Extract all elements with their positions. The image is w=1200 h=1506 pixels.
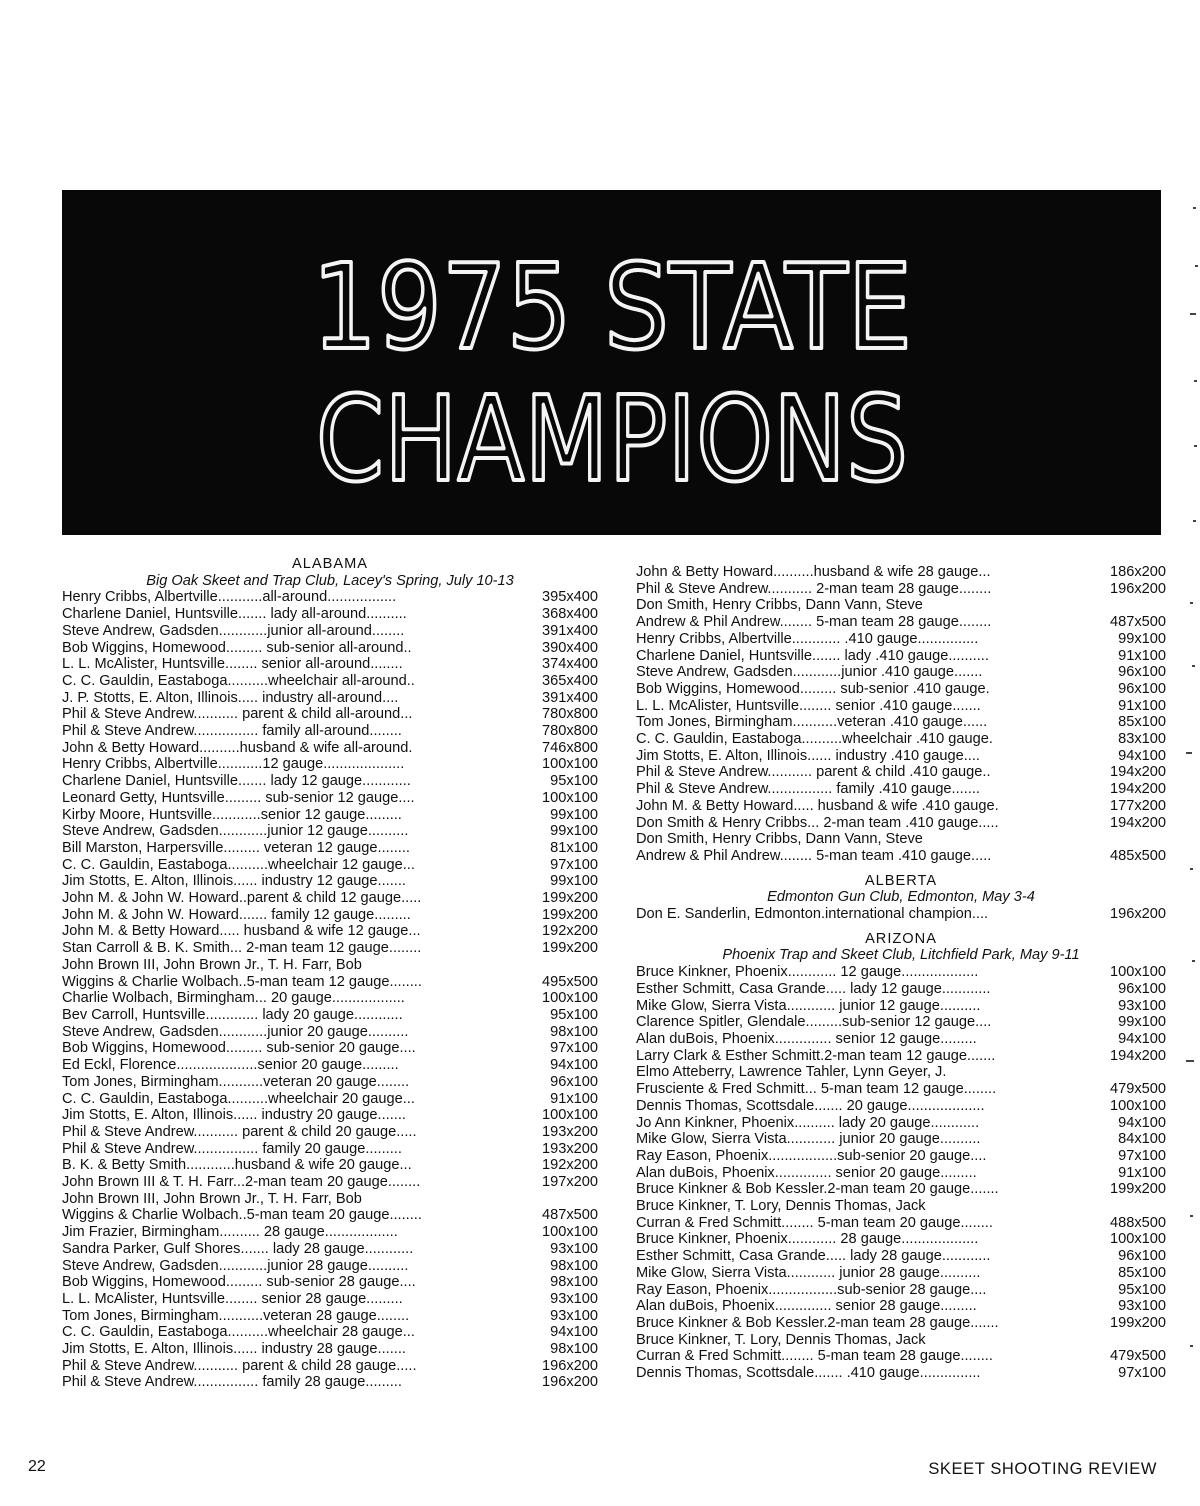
champion-score: 192x200 xyxy=(542,923,598,940)
champion-row xyxy=(636,581,1166,598)
champion-row xyxy=(636,748,1166,765)
champion-score: 94x100 xyxy=(1118,747,1166,764)
champion-entry: Bruce Kinkner, Phoenix............ 28 gauge................... xyxy=(636,1231,979,1248)
left-column xyxy=(62,556,598,1391)
champion-entry: Jim Frazier, Birmingham.......... 28 gauge.................. xyxy=(62,1224,398,1241)
champion-entry: Dennis Thomas, Scottsdale....... .410 gauge............... xyxy=(636,1365,981,1382)
champion-row xyxy=(62,1157,598,1174)
champion-score: 196x200 xyxy=(1110,906,1166,923)
champion-score: 374x400 xyxy=(542,656,598,673)
champion-score: 199x200 xyxy=(542,890,598,907)
champion-score: 746x800 xyxy=(542,739,598,756)
champion-entry: Henry Cribbs, Albertville...........all-around................. xyxy=(62,589,397,606)
champion-entry: Leonard Getty, Huntsville......... sub-senior 12 gauge.... xyxy=(62,789,415,806)
champion-entry: Stan Carroll & B. K. Smith... 2-man team 12 gauge........ xyxy=(62,940,422,957)
champion-entry: John & Betty Howard..........husband & wife all-around. xyxy=(62,739,413,756)
champion-score: 194x200 xyxy=(1110,781,1166,798)
champion-entry: Henry Cribbs, Albertville............ .410 gauge............... xyxy=(636,630,979,647)
champion-row xyxy=(636,998,1166,1015)
champion-row xyxy=(62,623,598,640)
champion-row xyxy=(62,773,598,790)
champion-score: 365x400 xyxy=(542,672,598,689)
champion-row xyxy=(62,1124,598,1141)
champion-score: 93x100 xyxy=(1118,1298,1166,1315)
champion-score: 196x200 xyxy=(1110,580,1166,597)
champion-row xyxy=(62,1074,598,1091)
title-banner xyxy=(62,190,1161,535)
champion-entry: Bruce Kinkner, Phoenix............ 12 gauge................... xyxy=(636,964,979,981)
publication-title: SKEET SHOOTING REVIEW xyxy=(928,1460,1157,1478)
champion-entry: Charlene Daniel, Huntsville....... lady .410 gauge.......... xyxy=(636,647,989,664)
section-spacer xyxy=(636,923,1166,931)
champion-score: 91x100 xyxy=(1118,647,1166,664)
champion-score: 196x200 xyxy=(542,1374,598,1391)
scan-mark xyxy=(1192,960,1195,962)
champion-entry: Steve Andrew, Gadsden............junior 12 gauge.......... xyxy=(62,823,409,840)
champion-score: 96x100 xyxy=(550,1073,598,1090)
champion-entry: John & Betty Howard..........husband & wife 28 gauge... xyxy=(636,564,991,580)
team-members-line: John Brown III, John Brown Jr., T. H. Farr, Bob xyxy=(62,956,362,973)
champion-score: 197x200 xyxy=(542,1174,598,1191)
champion-entry: John M. & John W. Howard....... family 12 gauge......... xyxy=(62,906,411,923)
champion-score: 199x200 xyxy=(542,940,598,957)
champion-score: 99x100 xyxy=(1118,630,1166,647)
champion-row xyxy=(636,1348,1166,1365)
scan-mark xyxy=(1193,520,1196,522)
champion-score: 391x400 xyxy=(542,689,598,706)
champion-entry: Mike Glow, Sierra Vista............ junior 28 gauge.......... xyxy=(636,1264,981,1281)
club-location: Phoenix Trap and Skeet Club, Litchfield Park, May 9-11 xyxy=(722,947,1080,964)
champion-score: 94x100 xyxy=(1118,1030,1166,1047)
champion-score: 100x100 xyxy=(542,789,598,806)
champion-score: 93x100 xyxy=(550,1240,598,1257)
champion-entry: Phil & Steve Andrew................ family 20 gauge......... xyxy=(62,1140,402,1157)
champion-score: 100x100 xyxy=(1110,1097,1166,1114)
champion-row xyxy=(62,1308,598,1325)
champion-row xyxy=(62,1091,598,1108)
champion-entry: Clarence Spitler, Glendale.........sub-senior 12 gauge.... xyxy=(636,1014,992,1031)
scan-mark xyxy=(1190,1345,1193,1347)
champion-row xyxy=(62,974,598,991)
champion-entry: Charlie Wolbach, Birmingham... 20 gauge.................. xyxy=(62,990,405,1007)
champion-row xyxy=(62,1024,598,1041)
champion-entry: John M. & Betty Howard..... husband & wife 12 gauge... xyxy=(62,923,421,940)
champion-row xyxy=(62,1174,598,1191)
champion-score: 91x100 xyxy=(550,1090,598,1107)
champion-row xyxy=(636,1215,1166,1232)
champion-score: 192x200 xyxy=(542,1157,598,1174)
champion-entry: Jo Ann Kinkner, Phoenix.......... lady 20 gauge............ xyxy=(636,1114,980,1131)
scan-mark xyxy=(1190,1215,1193,1217)
champion-row xyxy=(62,923,598,940)
champion-entry: Phil & Steve Andrew................ family 28 gauge......... xyxy=(62,1374,402,1391)
champion-row xyxy=(636,1098,1166,1115)
champion-entry: Phil & Steve Andrew........... parent & child 20 gauge..... xyxy=(62,1123,417,1140)
champion-entry: John M. & Betty Howard..... husband & wife .410 gauge. xyxy=(636,797,999,814)
champion-score: 93x100 xyxy=(1118,997,1166,1014)
champion-score: 194x200 xyxy=(1110,764,1166,781)
champion-entry: Bob Wiggins, Homewood......... sub-senior 28 gauge.... xyxy=(62,1274,416,1291)
champion-entry: Dennis Thomas, Scottsdale....... 20 gauge................... xyxy=(636,1097,985,1114)
champion-row xyxy=(62,1341,598,1358)
champion-entry: Ed Eckl, Florence....................senior 20 gauge......... xyxy=(62,1057,399,1074)
champion-score: 100x100 xyxy=(542,1107,598,1124)
champion-entry: C. C. Gauldin, Eastaboga..........wheelchair 12 gauge... xyxy=(62,856,415,873)
champion-row xyxy=(636,1014,1166,1031)
champion-score: 199x200 xyxy=(1110,1314,1166,1331)
champion-entry: Wiggins & Charlie Wolbach..5-man team 12 gauge........ xyxy=(62,973,422,990)
champion-entry: Jim Stotts, E. Alton, Illinois...... industry 12 gauge....... xyxy=(62,873,406,890)
champion-score: 95x100 xyxy=(550,773,598,790)
champion-entry: Kirby Moore, Huntsville............senior 12 gauge......... xyxy=(62,806,402,823)
champion-row xyxy=(62,890,598,907)
champion-score: 94x100 xyxy=(550,1057,598,1074)
champion-row xyxy=(62,857,598,874)
section-spacer xyxy=(636,865,1166,873)
champion-score: 95x100 xyxy=(550,1006,598,1023)
champion-entry: Phil & Steve Andrew........... parent & child 28 gauge..... xyxy=(62,1357,417,1374)
champion-row xyxy=(636,1231,1166,1248)
champion-entry: Tom Jones, Birmingham...........veteran 28 gauge........ xyxy=(62,1307,410,1324)
champion-row xyxy=(636,631,1166,648)
champion-row xyxy=(636,1365,1166,1382)
champion-entry: Steve Andrew, Gadsden............junior 20 gauge.......... xyxy=(62,1023,409,1040)
champion-row xyxy=(62,1274,598,1291)
team-members-line: Don Smith, Henry Cribbs, Dann Vann, Steve xyxy=(636,597,923,614)
champion-entry: Sandra Parker, Gulf Shores....... lady 28 gauge............ xyxy=(62,1240,414,1257)
champion-entry: L. L. McAlister, Huntsville........ senior 28 gauge......... xyxy=(62,1290,403,1307)
champion-row xyxy=(62,690,598,707)
champion-score: 485x500 xyxy=(1110,847,1166,864)
page-number: 22 xyxy=(28,1458,46,1475)
champion-score: 81x100 xyxy=(550,839,598,856)
champion-row xyxy=(636,1081,1166,1098)
champion-score: 780x800 xyxy=(542,723,598,740)
champion-entry: C. C. Gauldin, Eastaboga..........wheelchair .410 gauge. xyxy=(636,731,993,748)
champion-entry: L. L. McAlister, Huntsville........ senior .410 gauge....... xyxy=(636,697,981,714)
champion-entry: Charlene Daniel, Huntsville....... lady 12 gauge............ xyxy=(62,773,411,790)
scan-mark xyxy=(1190,868,1193,870)
champion-entry: Bob Wiggins, Homewood......... sub-senior 20 gauge.... xyxy=(62,1040,416,1057)
champion-entry: C. C. Gauldin, Eastaboga..........wheelchair all-around.. xyxy=(62,672,415,689)
state-heading: ALABAMA xyxy=(292,556,368,572)
champion-entry: C. C. Gauldin, Eastaboga..........wheelchair 28 gauge... xyxy=(62,1324,415,1341)
champion-entry: Andrew & Phil Andrew........ 5-man team 28 gauge........ xyxy=(636,614,992,631)
team-members-line: Bruce Kinkner, T. Lory, Dennis Thomas, Jack xyxy=(636,1198,926,1215)
champion-row xyxy=(62,790,598,807)
champion-row xyxy=(62,1007,598,1024)
champion-row xyxy=(62,823,598,840)
champion-score: 96x100 xyxy=(1118,1248,1166,1265)
champion-entry: John Brown III & T. H. Farr...2-man team 20 gauge........ xyxy=(62,1174,421,1191)
champion-score: 99x100 xyxy=(550,823,598,840)
champion-row xyxy=(62,990,598,1007)
club-location: Edmonton Gun Club, Edmonton, May 3-4 xyxy=(767,889,1035,906)
champion-entry: Bev Carroll, Huntsville............. lady 20 gauge............ xyxy=(62,1006,403,1023)
champion-score: 85x100 xyxy=(1118,714,1166,731)
champion-score: 100x100 xyxy=(1110,964,1166,981)
champion-score: 495x500 xyxy=(542,973,598,990)
champion-score: 487x500 xyxy=(542,1207,598,1224)
champion-row xyxy=(62,673,598,690)
scan-mark xyxy=(1192,665,1195,667)
champion-entry: Phil & Steve Andrew................ family all-around........ xyxy=(62,723,402,740)
champion-score: 186x200 xyxy=(1110,564,1166,580)
champion-entry: Curran & Fred Schmitt........ 5-man team 20 gauge........ xyxy=(636,1214,993,1231)
champion-score: 487x500 xyxy=(1110,614,1166,631)
champion-row xyxy=(636,964,1166,981)
champion-score: 100x100 xyxy=(542,1224,598,1241)
champion-row xyxy=(636,1265,1166,1282)
champion-row xyxy=(636,714,1166,731)
team-members-line: John Brown III, John Brown Jr., T. H. Farr, Bob xyxy=(62,1190,362,1207)
champion-score: 99x100 xyxy=(550,873,598,890)
title-line-1: 1975 STATE xyxy=(312,238,912,376)
champion-score: 98x100 xyxy=(550,1257,598,1274)
champion-score: 780x800 xyxy=(542,706,598,723)
champion-row xyxy=(636,906,1166,923)
champion-score: 100x100 xyxy=(1110,1231,1166,1248)
champion-row xyxy=(636,1115,1166,1132)
champion-entry: Steve Andrew, Gadsden............junior all-around........ xyxy=(62,622,405,639)
champion-row xyxy=(62,756,598,773)
champion-entry: Jim Stotts, E. Alton, Illinois...... industry 28 gauge....... xyxy=(62,1341,406,1358)
champion-row xyxy=(636,815,1166,832)
champion-score: 97x100 xyxy=(1118,1147,1166,1164)
champion-score: 97x100 xyxy=(550,856,598,873)
champion-score: 100x100 xyxy=(542,990,598,1007)
champion-score: 97x100 xyxy=(550,1040,598,1057)
title-line-2: CHAMPIONS xyxy=(316,370,908,508)
champion-entry: Phil & Steve Andrew........... 2-man team 28 gauge........ xyxy=(636,580,992,597)
champion-score: 91x100 xyxy=(1118,697,1166,714)
champion-row xyxy=(62,1207,598,1224)
champion-entry: Curran & Fred Schmitt........ 5-man team 28 gauge........ xyxy=(636,1348,993,1365)
champion-row xyxy=(636,1181,1166,1198)
champion-entry: Tom Jones, Birmingham...........veteran 20 gauge........ xyxy=(62,1073,410,1090)
champion-row xyxy=(62,589,598,606)
champion-row xyxy=(636,1048,1166,1065)
champion-row xyxy=(636,1165,1166,1182)
champion-score: 199x200 xyxy=(542,906,598,923)
champion-score: 93x100 xyxy=(550,1307,598,1324)
champion-score: 177x200 xyxy=(1110,797,1166,814)
champion-score: 97x100 xyxy=(1118,1365,1166,1382)
champion-score: 479x500 xyxy=(1110,1348,1166,1365)
champion-score: 95x100 xyxy=(1118,1281,1166,1298)
champion-score: 395x400 xyxy=(542,589,598,606)
champion-row xyxy=(636,731,1166,748)
champion-row xyxy=(62,656,598,673)
champion-row xyxy=(62,873,598,890)
champion-entry: Ray Eason, Phoenix.................sub-senior 20 gauge.... xyxy=(636,1147,987,1164)
champion-entry: L. L. McAlister, Huntsville........ senior all-around........ xyxy=(62,656,403,673)
champion-entry: Phil & Steve Andrew................ family .410 gauge....... xyxy=(636,781,980,798)
champion-score: 94x100 xyxy=(1118,1114,1166,1131)
champion-score: 193x200 xyxy=(542,1140,598,1157)
champion-score: 196x200 xyxy=(542,1357,598,1374)
champion-entry: Esther Schmitt, Casa Grande..... lady 12 gauge............ xyxy=(636,980,991,997)
champion-row xyxy=(62,840,598,857)
champion-row xyxy=(636,798,1166,815)
champion-entry: C. C. Gauldin, Eastaboga..........wheelchair 20 gauge... xyxy=(62,1090,415,1107)
champion-score: 199x200 xyxy=(1110,1181,1166,1198)
champion-row xyxy=(636,614,1166,631)
champion-entry: Bruce Kinkner & Bob Kessler.2-man team 20 gauge....... xyxy=(636,1181,999,1198)
scan-mark xyxy=(1194,445,1197,447)
scan-mark xyxy=(1190,313,1196,315)
champion-score: 99x100 xyxy=(1118,1014,1166,1031)
champion-entry: Mike Glow, Sierra Vista............ junior 20 gauge.......... xyxy=(636,1131,981,1148)
champion-score: 93x100 xyxy=(550,1290,598,1307)
champion-row xyxy=(62,740,598,757)
champion-row xyxy=(636,1315,1166,1332)
champion-score: 194x200 xyxy=(1110,1047,1166,1064)
champion-row xyxy=(636,1148,1166,1165)
champion-entry: Jim Stotts, E. Alton, Illinois...... industry .410 gauge.... xyxy=(636,747,980,764)
champion-score: 84x100 xyxy=(1118,1131,1166,1148)
champion-entry: Charlene Daniel, Huntsville....... lady all-around.......... xyxy=(62,606,407,623)
scan-mark xyxy=(1195,265,1198,267)
champion-row xyxy=(62,1107,598,1124)
champion-entry: Andrew & Phil Andrew........ 5-man team .410 gauge..... xyxy=(636,847,992,864)
champion-entry: John M. & John W. Howard..parent & child 12 gauge..... xyxy=(62,890,422,907)
champion-entry: Ray Eason, Phoenix.................sub-senior 28 gauge.... xyxy=(636,1281,987,1298)
champion-row xyxy=(636,1031,1166,1048)
champion-row xyxy=(62,723,598,740)
champion-score: 96x100 xyxy=(1118,664,1166,681)
champion-row xyxy=(62,640,598,657)
champion-row xyxy=(62,1291,598,1308)
champion-row xyxy=(62,1224,598,1241)
champion-row xyxy=(62,1374,598,1391)
champion-row xyxy=(62,1258,598,1275)
right-column xyxy=(636,564,1166,1382)
champion-entry: Bruce Kinkner & Bob Kessler.2-man team 28 gauge....... xyxy=(636,1314,999,1331)
champion-row xyxy=(636,1282,1166,1299)
champion-entry: Don E. Sanderlin, Edmonton.international champion.... xyxy=(636,906,989,923)
champion-score: 83x100 xyxy=(1118,731,1166,748)
champion-entry: Bob Wiggins, Homewood......... sub-senior .410 gauge. xyxy=(636,680,990,697)
champion-score: 194x200 xyxy=(1110,814,1166,831)
champion-entry: Jim Stotts, E. Alton, Illinois...... industry 20 gauge....... xyxy=(62,1107,406,1124)
champion-row xyxy=(636,848,1166,865)
champion-score: 390x400 xyxy=(542,639,598,656)
champion-entry: Bob Wiggins, Homewood......... sub-senior all-around.. xyxy=(62,639,412,656)
scan-mark xyxy=(1190,602,1193,604)
scan-mark xyxy=(1186,752,1192,754)
champion-row xyxy=(636,648,1166,665)
champion-score: 193x200 xyxy=(542,1123,598,1140)
champion-row xyxy=(62,1358,598,1375)
champion-entry: Steve Andrew, Gadsden............junior .410 gauge....... xyxy=(636,664,983,681)
state-heading: ARIZONA xyxy=(865,930,937,947)
champion-entry: Don Smith & Henry Cribbs... 2-man team .410 gauge..... xyxy=(636,814,999,831)
champion-row xyxy=(62,1324,598,1341)
champion-score: 488x500 xyxy=(1110,1214,1166,1231)
team-members-line: Elmo Atteberry, Lawrence Tahler, Lynn Geyer, J. xyxy=(636,1064,947,1081)
champion-entry: Alan duBois, Phoenix.............. senior 20 gauge......... xyxy=(636,1164,977,1181)
champion-entry: Alan duBois, Phoenix.............. senior 12 gauge......... xyxy=(636,1030,977,1047)
champion-row xyxy=(636,781,1166,798)
champion-entry: Mike Glow, Sierra Vista............ junior 12 gauge.......... xyxy=(636,997,981,1014)
champion-score: 98x100 xyxy=(550,1274,598,1291)
champion-row xyxy=(62,807,598,824)
champion-score: 368x400 xyxy=(542,606,598,623)
champion-row xyxy=(62,1141,598,1158)
state-heading: ALBERTA xyxy=(864,872,938,889)
champion-entry: Larry Clark & Esther Schmitt.2-man team 12 gauge....... xyxy=(636,1047,996,1064)
champion-entry: Steve Andrew, Gadsden............junior 28 gauge.......... xyxy=(62,1257,409,1274)
scan-mark xyxy=(1193,207,1196,209)
champion-row xyxy=(62,1241,598,1258)
champion-row xyxy=(636,1248,1166,1265)
champion-row xyxy=(62,1057,598,1074)
champion-entry: B. K. & Betty Smith............husband & wife 20 gauge... xyxy=(62,1157,412,1174)
champion-entry: Esther Schmitt, Casa Grande..... lady 28 gauge............ xyxy=(636,1248,991,1265)
champion-score: 96x100 xyxy=(1118,680,1166,697)
scan-mark xyxy=(1194,380,1197,382)
champion-score: 99x100 xyxy=(550,806,598,823)
champion-row xyxy=(62,940,598,957)
champion-entry: Tom Jones, Birmingham...........veteran .410 gauge...... xyxy=(636,714,988,731)
champion-score: 91x100 xyxy=(1118,1164,1166,1181)
champion-entry: Alan duBois, Phoenix.............. senior 28 gauge......... xyxy=(636,1298,977,1315)
champion-entry: Henry Cribbs, Albertville...........12 gauge.................... xyxy=(62,756,405,773)
scan-mark xyxy=(1186,1060,1194,1062)
champion-row xyxy=(636,564,1166,581)
champion-score: 85x100 xyxy=(1118,1264,1166,1281)
club-location: Big Oak Skeet and Trap Club, Lacey's Spring, July 10-13 xyxy=(146,572,514,589)
title-graphic xyxy=(62,190,1161,535)
champion-score: 100x100 xyxy=(542,756,598,773)
champion-score: 391x400 xyxy=(542,622,598,639)
champion-score: 98x100 xyxy=(550,1341,598,1358)
team-members-line: Bruce Kinkner, T. Lory, Dennis Thomas, Jack xyxy=(636,1331,926,1348)
champion-entry: Phil & Steve Andrew........... parent & child all-around... xyxy=(62,706,413,723)
team-members-line: Don Smith, Henry Cribbs, Dann Vann, Steve xyxy=(636,831,923,848)
champion-row xyxy=(636,698,1166,715)
champion-row xyxy=(62,1040,598,1057)
champion-entry: Wiggins & Charlie Wolbach..5-man team 20 gauge........ xyxy=(62,1207,422,1224)
champion-row xyxy=(636,664,1166,681)
champion-score: 98x100 xyxy=(550,1023,598,1040)
champion-row xyxy=(636,681,1166,698)
champion-row xyxy=(636,764,1166,781)
champion-row xyxy=(62,706,598,723)
champion-entry: Phil & Steve Andrew........... parent & child .410 gauge.. xyxy=(636,764,991,781)
champion-entry: J. P. Stotts, E. Alton, Illinois..... industry all-around.... xyxy=(62,689,399,706)
champion-row xyxy=(62,606,598,623)
champion-row xyxy=(636,1131,1166,1148)
champion-row xyxy=(636,981,1166,998)
champion-entry: Bill Marston, Harpersville......... veteran 12 gauge........ xyxy=(62,839,410,856)
champion-entry: Frusciente & Fred Schmitt... 5-man team 12 gauge........ xyxy=(636,1081,997,1098)
champion-row xyxy=(636,1298,1166,1315)
champion-row xyxy=(62,907,598,924)
champion-score: 94x100 xyxy=(550,1324,598,1341)
champion-score: 479x500 xyxy=(1110,1081,1166,1098)
champion-score: 96x100 xyxy=(1118,980,1166,997)
